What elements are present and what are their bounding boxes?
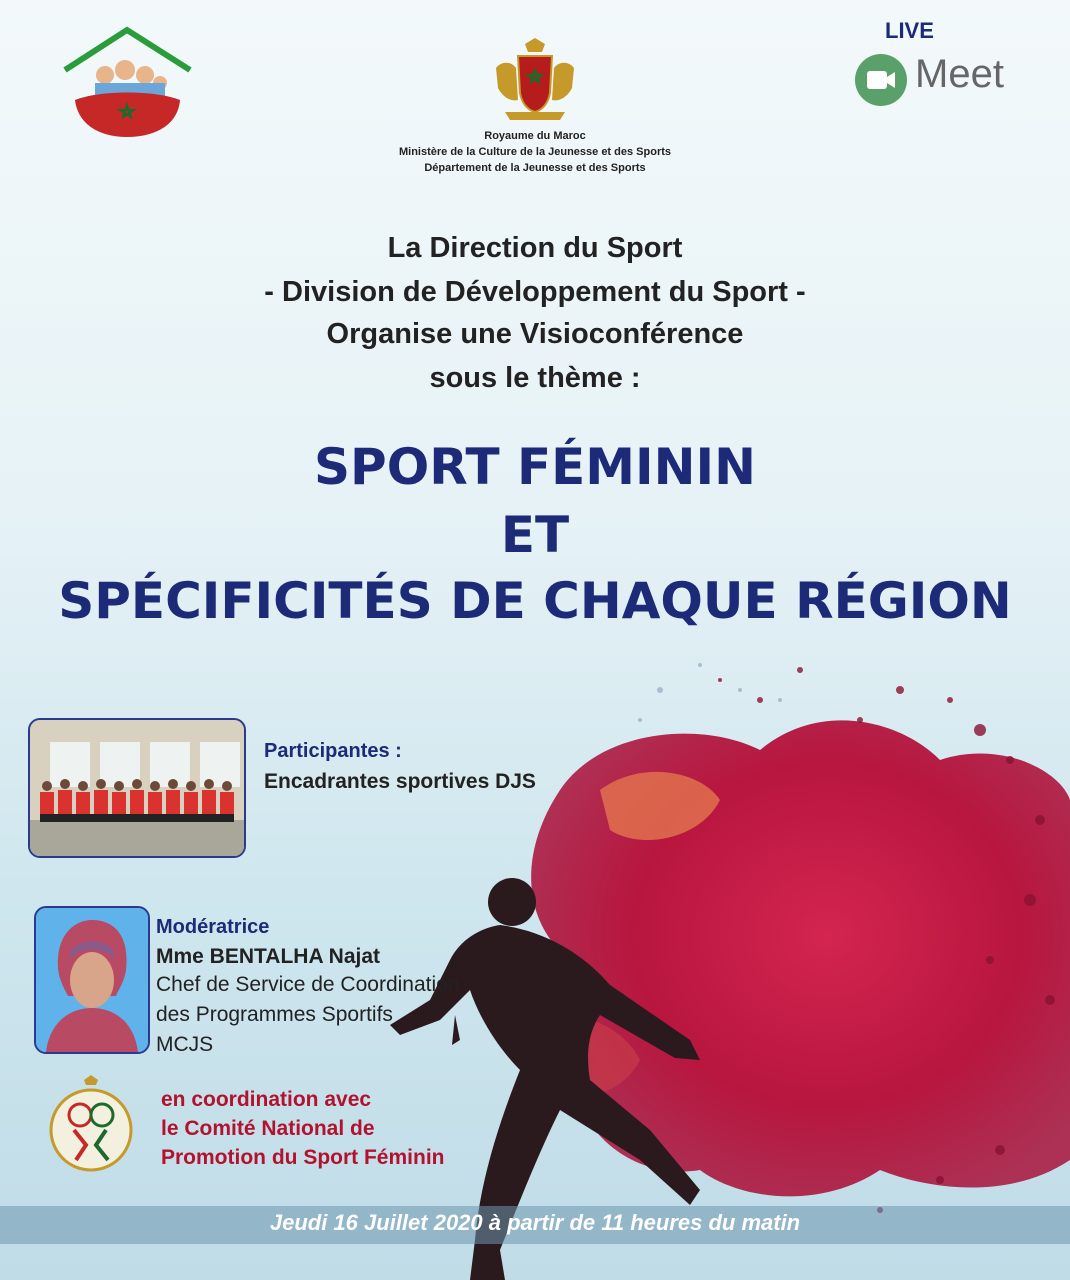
moderator-role-line-2: des Programmes Sportifs xyxy=(156,1003,393,1026)
coat-of-arms-emblem xyxy=(490,38,580,123)
moderator-photo xyxy=(34,906,150,1054)
meet-video-icon xyxy=(853,52,909,108)
moderator-name: Mme BENTALHA Najat xyxy=(156,945,381,968)
coordination-line-1: en coordination avec xyxy=(161,1088,372,1111)
ministry-line-3: Département de la Jeunesse et des Sports xyxy=(424,162,646,174)
participants-heading: Participantes : xyxy=(264,740,402,762)
organizer-line-3: Organise une Visioconférence xyxy=(326,318,744,350)
live-label: LIVE xyxy=(885,18,934,43)
moderator-role-line-1: Chef de Service de Coordination xyxy=(156,973,460,996)
coordination-line-2: le Comité National de xyxy=(161,1117,375,1140)
date-text: Jeudi 16 Juillet 2020 à partir de 11 heures du matin xyxy=(269,1210,801,1235)
organizer-line-4: sous le thème : xyxy=(429,362,641,394)
organizer-line-2: - Division de Développement du Sport - xyxy=(264,276,806,308)
ministry-line-1: Royaume du Maroc xyxy=(484,130,586,142)
coordination-line-3: Promotion du Sport Féminin xyxy=(161,1146,445,1169)
participants-text: Encadrantes sportives DJS xyxy=(264,770,536,793)
theme-title-line-2: ET xyxy=(500,506,570,564)
moderator-heading: Modératrice xyxy=(156,916,270,938)
meet-label: Meet xyxy=(915,52,1004,96)
moderator-role-line-3: MCJS xyxy=(156,1033,214,1056)
committee-logo xyxy=(46,1075,136,1175)
theme-title-line-1: SPORT FÉMININ xyxy=(314,438,756,496)
ministry-line-2: Ministère de la Culture de la Jeunesse et des Sports xyxy=(398,146,672,158)
participants-photo xyxy=(28,718,246,858)
theme-title-line-3: SPÉCIFICITÉS DE CHAQUE RÉGION xyxy=(58,572,1012,630)
stay-home-logo xyxy=(60,25,195,140)
organizer-line-1: La Direction du Sport xyxy=(387,232,683,264)
